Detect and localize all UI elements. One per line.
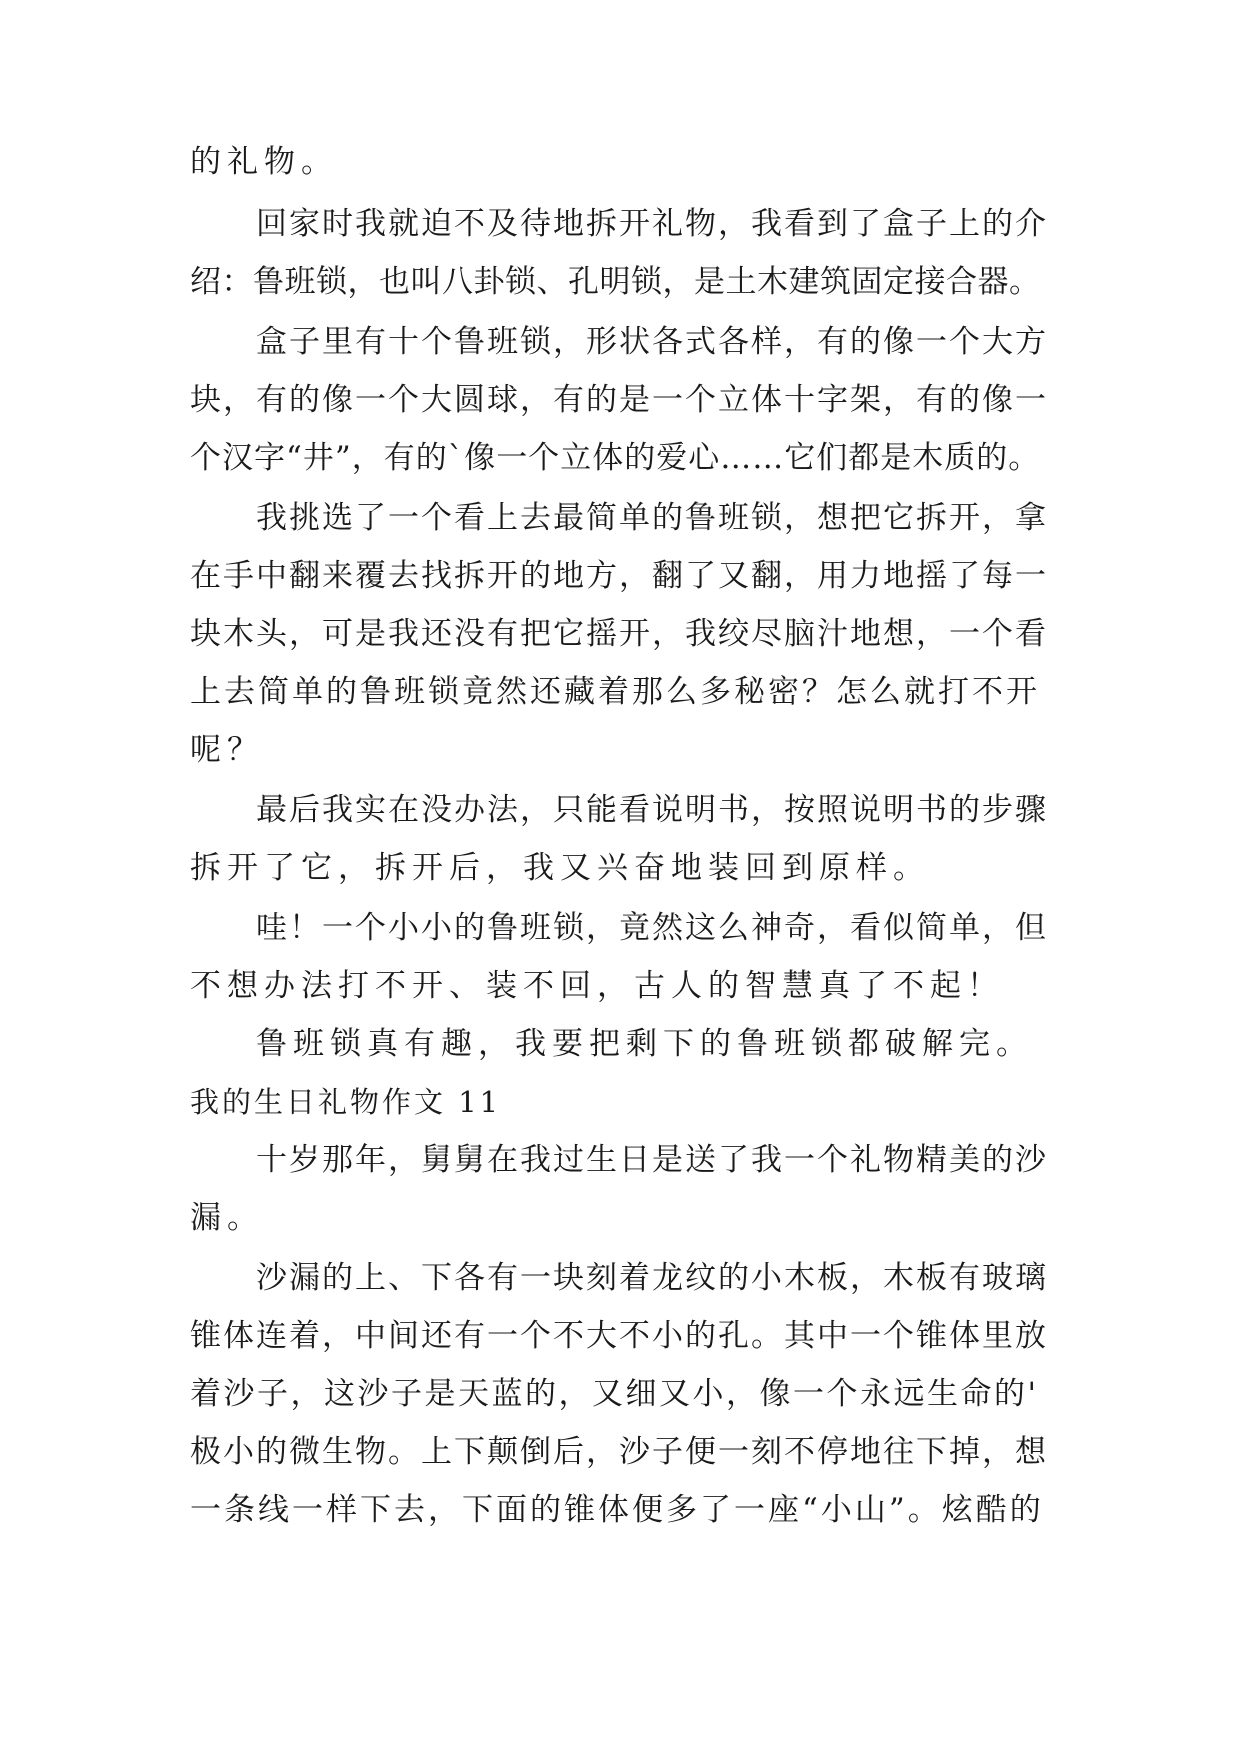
text-line: 的礼物。	[190, 144, 338, 180]
text-line: 漏。	[190, 1200, 264, 1236]
text-line: 不想办法打不开、装不回，古人的智慧真了不起！	[190, 968, 1004, 1004]
paragraph-start: 最后我实在没办法，只能看说明书，按照说明书的步骤	[256, 792, 1048, 828]
paragraph-start: 沙漏的上、下各有一块刻着龙纹的小木板，木板有玻璃	[256, 1260, 1048, 1296]
text-line: 在手中翻来覆去找拆开的地方，翻了又翻，用力地摇了每一	[190, 558, 1048, 594]
paragraph-start: 回家时我就迫不及待地拆开礼物，我看到了盒子上的介	[256, 206, 1048, 242]
text-line: 着沙子，这沙子是天蓝的，又细又小，像一个永远生命的'	[190, 1376, 1039, 1412]
text-line: 块木头，可是我还没有把它摇开，我绞尽脑汁地想，一个看	[190, 616, 1048, 652]
text-line: 拆开了它，拆开后，我又兴奋地装回到原样。	[190, 850, 930, 886]
text-line: 锥体连着，中间还有一个不大不小的孔。其中一个锥体里放	[190, 1318, 1048, 1354]
text-line: 极小的微生物。上下颠倒后，沙子便一刻不停地往下掉，想	[190, 1434, 1048, 1470]
paragraph-start: 我挑选了一个看上去最简单的鲁班锁，想把它拆开，拿	[256, 500, 1048, 536]
paragraph-start: 十岁那年，舅舅在我过生日是送了我一个礼物精美的沙	[256, 1142, 1048, 1178]
text-line: 上去简单的鲁班锁竟然还藏着那么多秘密？怎么就打不开	[190, 674, 1040, 710]
text-line: 块，有的像一个大圆球，有的是一个立体十字架，有的像一	[190, 382, 1048, 418]
text-line: 呢？	[190, 732, 264, 768]
paragraph-start: 鲁班锁真有趣，我要把剩下的鲁班锁都破解完。	[256, 1026, 1033, 1062]
text-line: 一条线一样下去，下面的锥体便多了一座“小山”。炫酷的	[190, 1492, 1044, 1528]
section-heading: 我的生日礼物作文 11	[190, 1085, 502, 1119]
paragraph-start: 盒子里有十个鲁班锁，形状各式各样，有的像一个大方	[256, 324, 1048, 360]
text-line: 个汉字“井”，有的`像一个立体的爱心……它们都是木质的。	[190, 440, 1041, 476]
text-line: 绍：鲁班锁，也叫八卦锁、孔明锁，是土木建筑固定接合器。	[190, 264, 1041, 300]
paragraph-start: 哇！一个小小的鲁班锁，竟然这么神奇，看似简单，但	[256, 910, 1048, 946]
